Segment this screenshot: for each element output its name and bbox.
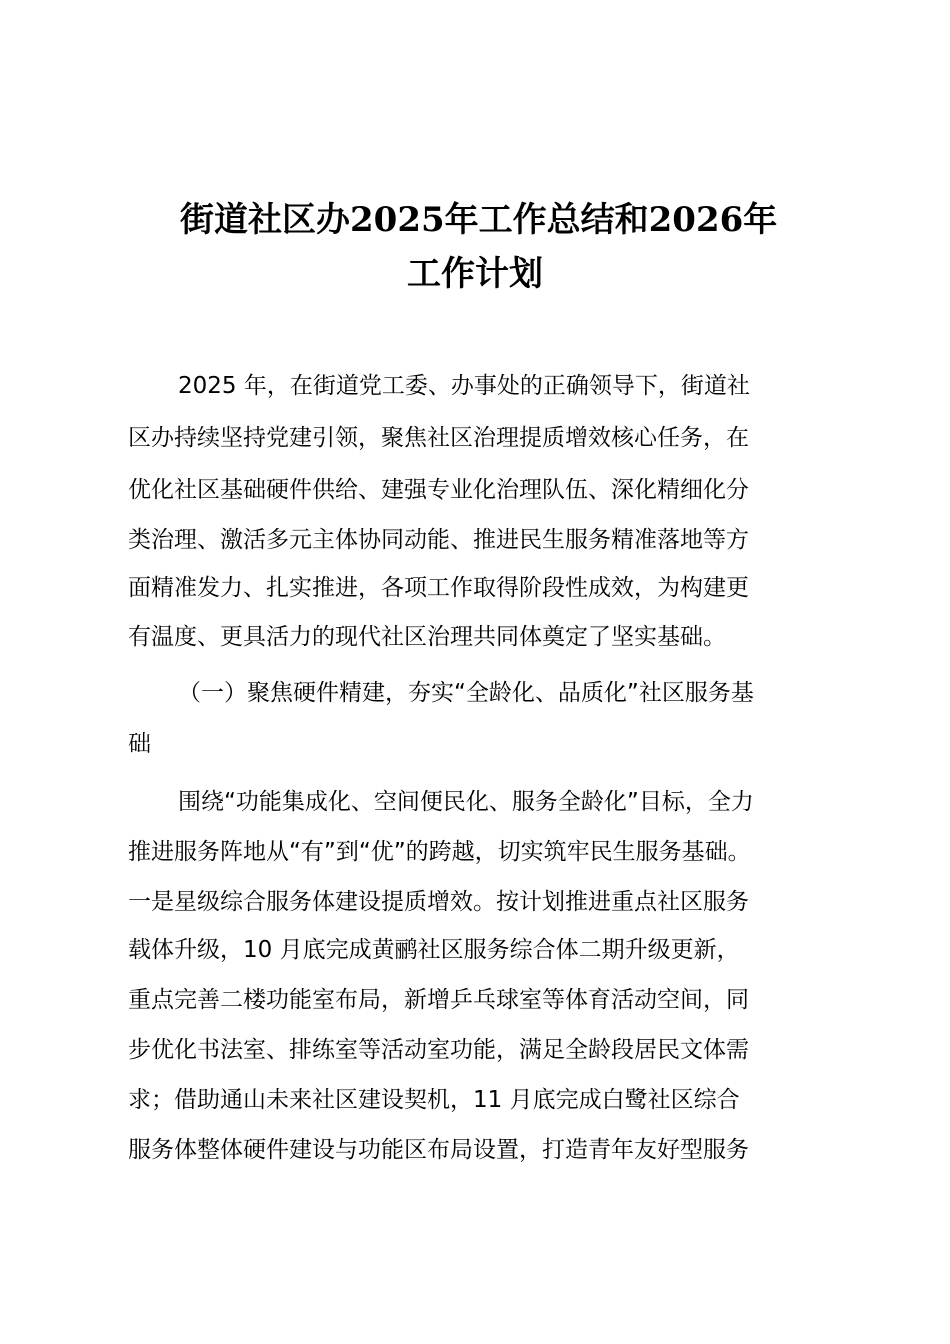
paragraph-line: 一是星级综合服务体建设提质增效。按计划推进重点社区服务 [128, 889, 749, 915]
paragraph-line: 推进服务阵地从“有”到“优”的跨越，切实筑牢民生服务基础。 [128, 839, 751, 865]
section-heading-line: 础 [128, 731, 151, 757]
paragraph-line: 步优化书法室、排练室等活动室功能，满足全龄段居民文体需 [128, 1037, 749, 1063]
paragraph-line: 重点完善二楼功能室布局，新增乒乓球室等体育活动空间，同 [128, 987, 749, 1013]
paragraph-line: 载体升级，10 月底完成黄鹂社区服务综合体二期升级更新， [128, 937, 740, 963]
paragraph-line: 类治理、激活多元主体协同动能、推进民生服务精准落地等方 [128, 527, 749, 553]
paragraph-line: 面精准发力、扎实推进，各项工作取得阶段性成效，为构建更 [128, 575, 749, 601]
paragraph-line: 区办持续坚持党建引领，聚焦社区治理提质增效核心任务，在 [128, 425, 749, 451]
paragraph-line: 围绕“功能集成化、空间便民化、服务全龄化”目标，全力 [178, 789, 754, 815]
section-heading-line: （一）聚焦硬件精建，夯实“全龄化、品质化”社区服务基 [178, 680, 754, 706]
document-title-line-1: 街道社区办2025年工作总结和2026年 [180, 200, 778, 240]
paragraph-line: 2025 年，在街道党工委、办事处的正确领导下，街道社 [178, 373, 750, 399]
document-title-line-2: 工作计划 [407, 254, 543, 294]
paragraph-line: 优化社区基础硬件供给、建强专业化治理队伍、深化精细化分 [128, 477, 749, 503]
paragraph-line: 有温度、更具活力的现代社区治理共同体奠定了坚实基础。 [128, 624, 726, 650]
paragraph-line: 求；借助通山未来社区建设契机，11 月底完成白鹭社区综合 [128, 1087, 740, 1113]
paragraph-line: 服务体整体硬件建设与功能区布局设置，打造青年友好型服务 [128, 1137, 749, 1163]
